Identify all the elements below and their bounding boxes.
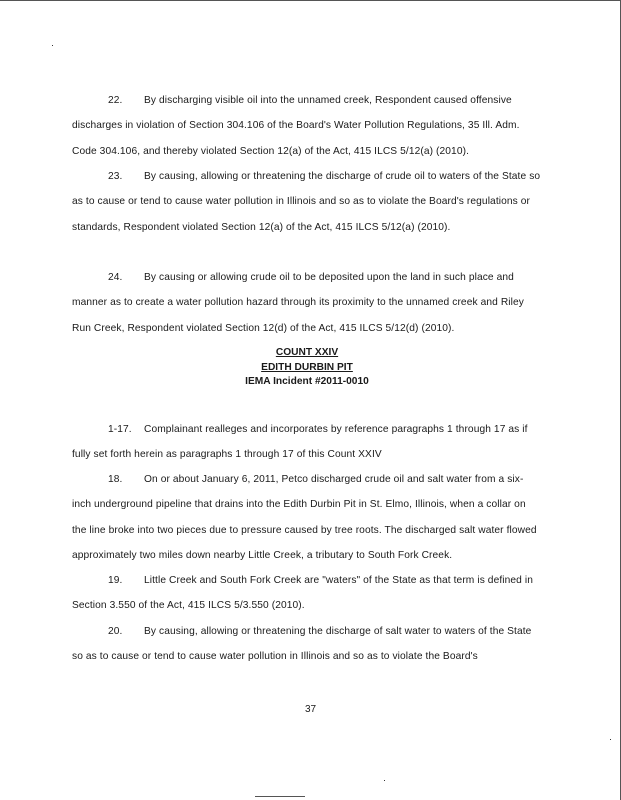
paragraph-number: 23.: [108, 171, 123, 182]
paragraph-text: By causing, allowing or threatening the discharge of salt water to waters of the State so as to cause or tend to cause water pollution in Illinois and so as to violate the Board's: [72, 626, 532, 663]
paragraph-1-17: [72, 417, 542, 468]
paragraph-24: [72, 265, 542, 341]
paragraph-text: By discharging visible oil into the unnamed creek, Respondent caused offensive discharges in violation of Section 304.106 of the Board's Water Pollution Regulations, 35 Ill. Adm. Code 304.106, and thereby violated Section 12(a) of the Act, 415 ILCS 5/12(a) (2010).: [72, 95, 520, 157]
scan-speck: [610, 739, 611, 740]
paragraph-22: [72, 88, 542, 164]
paragraph-20: [72, 619, 542, 670]
paragraph-23: [72, 164, 542, 240]
paragraph-text: By causing or allowing crude oil to be deposited upon the land in such place and manner as to create a water pollution hazard through its proximity to the unnamed creek and Riley Run Creek, Respondent violated Section 12(d) of the Act, 415 ILCS 5/12(d) (2010).: [72, 272, 524, 334]
scan-speck: [52, 45, 53, 46]
paragraph-number: 24.: [108, 272, 123, 283]
site-title: EDITH DURBIN PIT: [261, 361, 353, 373]
paragraph-number: 22.: [108, 95, 123, 106]
paragraph-19: [72, 568, 542, 619]
paragraph-number: 20.: [108, 626, 123, 637]
page-number: 37: [304, 704, 317, 715]
paragraph-text: Little Creek and South Fork Creek are "waters" of the State as that term is defined in Section 3.550 of the Act, 415 ILCS 5/3.550 (2010).: [72, 575, 533, 612]
scan-speck: [384, 780, 385, 781]
paragraph-number: 18.: [108, 474, 123, 485]
count-title: COUNT XXIV: [275, 347, 339, 358]
paragraph-number: 19.: [108, 575, 123, 586]
paragraph-text: On or about January 6, 2011, Petco discharged crude oil and salt water from a six-inch underground pipeline that drains into the Edith Durbin Pit in St. Elmo, Illinois, when a collar on the line broke into two pieces due to pressure caused by tree roots. The discharged salt water flowed approximately two miles down nearby Little Creek, a tributary to South Fork Creek.: [72, 474, 537, 561]
scan-edge-line: [255, 796, 305, 797]
count-heading: [72, 346, 542, 390]
incident-title: IEMA Incident #2011-0010: [245, 376, 369, 387]
paragraph-text: By causing, allowing or threatening the discharge of crude oil to waters of the State so as to cause or tend to cause water pollution in Illinois and so as to violate the Board's regulations or standards, Respondent violated Section 12(a) of the Act, 415 ILCS 5/12(a) (2010).: [72, 171, 541, 233]
paragraph-number: 1-17.: [108, 424, 132, 435]
paragraph-text: Complainant realleges and incorporates by reference paragraphs 1 through 17 as if fully set forth herein as paragraphs 1 through 17 of this Count XXIV: [72, 424, 528, 461]
paragraph-18: [72, 467, 542, 568]
